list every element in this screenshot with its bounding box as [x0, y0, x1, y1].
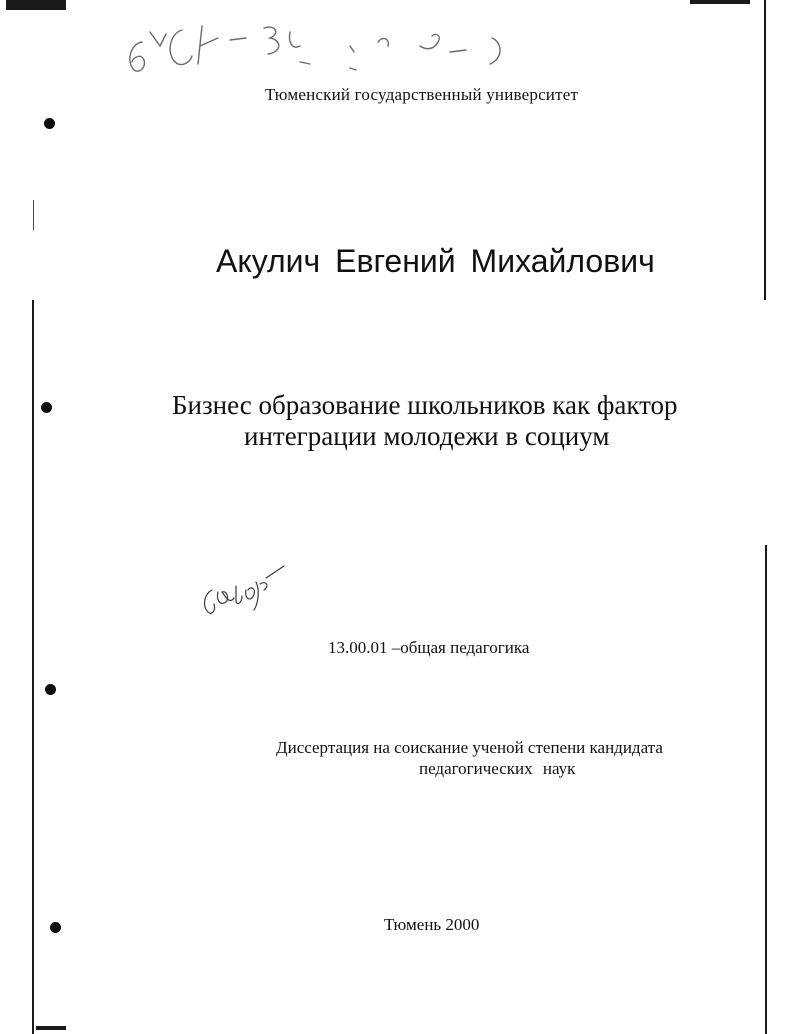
scan-edge-right-lower [765, 545, 767, 1034]
author-name: Акулич Евгений Михайлович [216, 243, 655, 279]
punch-hole-1 [44, 118, 55, 129]
handwritten-top-note [120, 12, 560, 82]
degree-statement-line-2: педагогических наук [419, 759, 576, 778]
scan-artifact-bottom [36, 1026, 66, 1030]
scan-edge-left-fragment [33, 200, 34, 230]
scan-edge-right [764, 0, 766, 300]
scan-edge-left [32, 300, 34, 1034]
dissertation-title-line-2: интеграции молодежи в социум [244, 421, 610, 451]
punch-hole-4 [50, 922, 61, 933]
punch-hole-3 [45, 684, 56, 695]
scan-artifact-top-right [690, 0, 750, 4]
university-name: Тюменский государственный университет [265, 85, 579, 104]
scan-artifact-top-left [6, 0, 66, 10]
dissertation-title-line-1: Бизнес образование школьников как фактор [172, 390, 678, 420]
punch-hole-2 [41, 402, 52, 413]
handwritten-signature [196, 560, 296, 620]
specialty-code: 13.00.01 –общая педагогика [328, 638, 530, 657]
city-and-year: Тюмень 2000 [384, 915, 480, 934]
degree-statement-line-1: Диссертация на соискание ученой степени кандидата [276, 738, 663, 757]
